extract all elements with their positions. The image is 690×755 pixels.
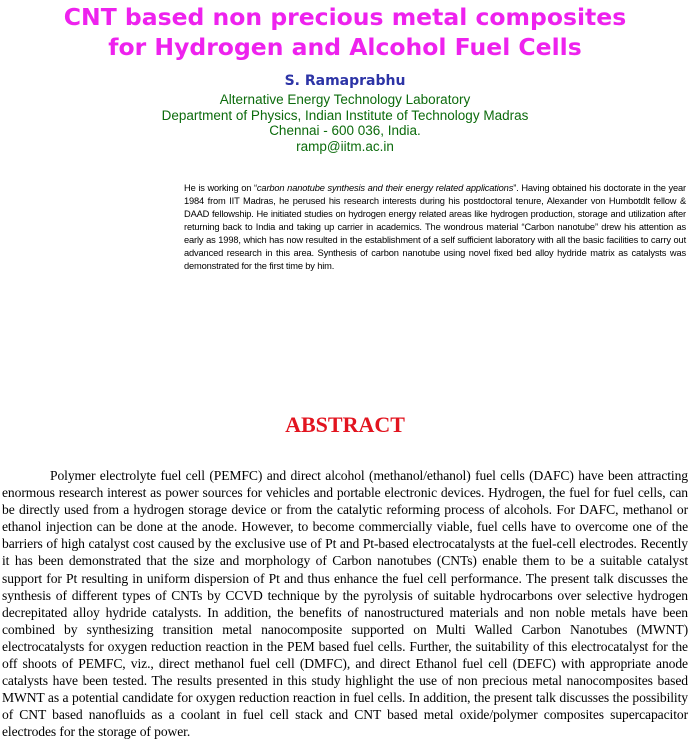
title-line-2: for Hydrogen and Alcohol Fuel Cells xyxy=(108,33,582,61)
author-affiliation xyxy=(0,92,690,154)
abstract-body: Polymer electrolyte fuel cell (PEMFC) and direct alcohol (methanol/ethanol) fuel cells (DAFC) have been attracting enormous research interest as power sources for vehicles and portable electronic devices. Hydrogen, the fuel for fuel cells, can be directly used from a hydrogen storage device or from the catalytic reforming process of alcohols. For DAFC, methanol or ethanol injection can be done at the anode. However, to become commercially viable, fuel cells have to overcome one of the barriers of high catalyst cost caused by the exclusive use of Pt and Pt-based electrocatalysts at the fuel-cell electrodes. Recently it has been demonstrated that the size and morphology of Carbon nanotubes (CNTs) enable them to be a suitable catalyst support for Pt resulting in uniform dispersion of Pt and thus enhance the fuel cell performance. The present talk discusses the synthesis of different types of CNTs by CCVD technique by the pyrolysis of suitable hydrocarbons over selective hydrogen decrepitated alloy hydride catalysts. In addition, the benefits of nanostructured materials and non noble metals have been combined by synthesizing transition metal nanocomposite supported on Multi Walled Carbon Nanotubes (MWNT) electrocatalysts for oxygen reduction reaction in the PEM based fuel cells. Further, the suitability of this electrocatalyst for the off shoots of PEMFC, viz., direct methanol fuel cell (DMFC), and direct Ethanol fuel cell (DEFC) with appropriate anode catalysts have been tested. The results presented in this study highlight the use of non precious metal nanocomposites based MWNT as a potential candidate for oxygen reduction reaction in fuel cells. In addition, the present talk discusses the possibility of CNT based nanofluids as a coolant in fuel cell stack and CNT based metal oxide/polymer composites supercapacitor electrodes for the storage of power. xyxy=(2,468,688,740)
bio-emphasis: carbon nanotube synthesis and their energy related applications xyxy=(256,183,514,193)
affiliation-lab: Alternative Energy Technology Laboratory xyxy=(219,92,471,107)
author-email: ramp@iitm.ac.in xyxy=(296,138,394,154)
paper-title xyxy=(0,2,690,62)
bio-text-start: He is working on “ xyxy=(184,183,257,193)
affiliation-address: Chennai - 600 036, India. xyxy=(269,123,421,138)
bio-text-rest: ”. Having obtained his doctorate in the year 1984 from IIT Madras, he perused his research interests during his postdoctoral tenure, Alexander von Humbotdlt fellow & DAAD fellowship. He initiated studies on hydrogen energy related areas like hydrogen production, storage and utilization after returning back to India and taking up carrier in academics. The wondrous material “Carbon nanotube” drew his attention as early as 1998, which has now resulted in the establishment of a self sufficient laboratory with all the basic facilities to carry out advanced research in this area. Synthesis of carbon nanotube using novel fixed bed alloy hydride matrix as catalysts was demonstrated for the first time by him. xyxy=(184,183,686,271)
affiliation-department: Department of Physics, Indian Institute of Technology Madras xyxy=(161,107,529,123)
abstract-heading: ABSTRACT xyxy=(285,412,405,437)
author-bio xyxy=(184,182,686,273)
title-line-1: CNT based non precious metal composites xyxy=(63,3,627,31)
author-name: S. Ramaprabhu xyxy=(284,73,406,89)
